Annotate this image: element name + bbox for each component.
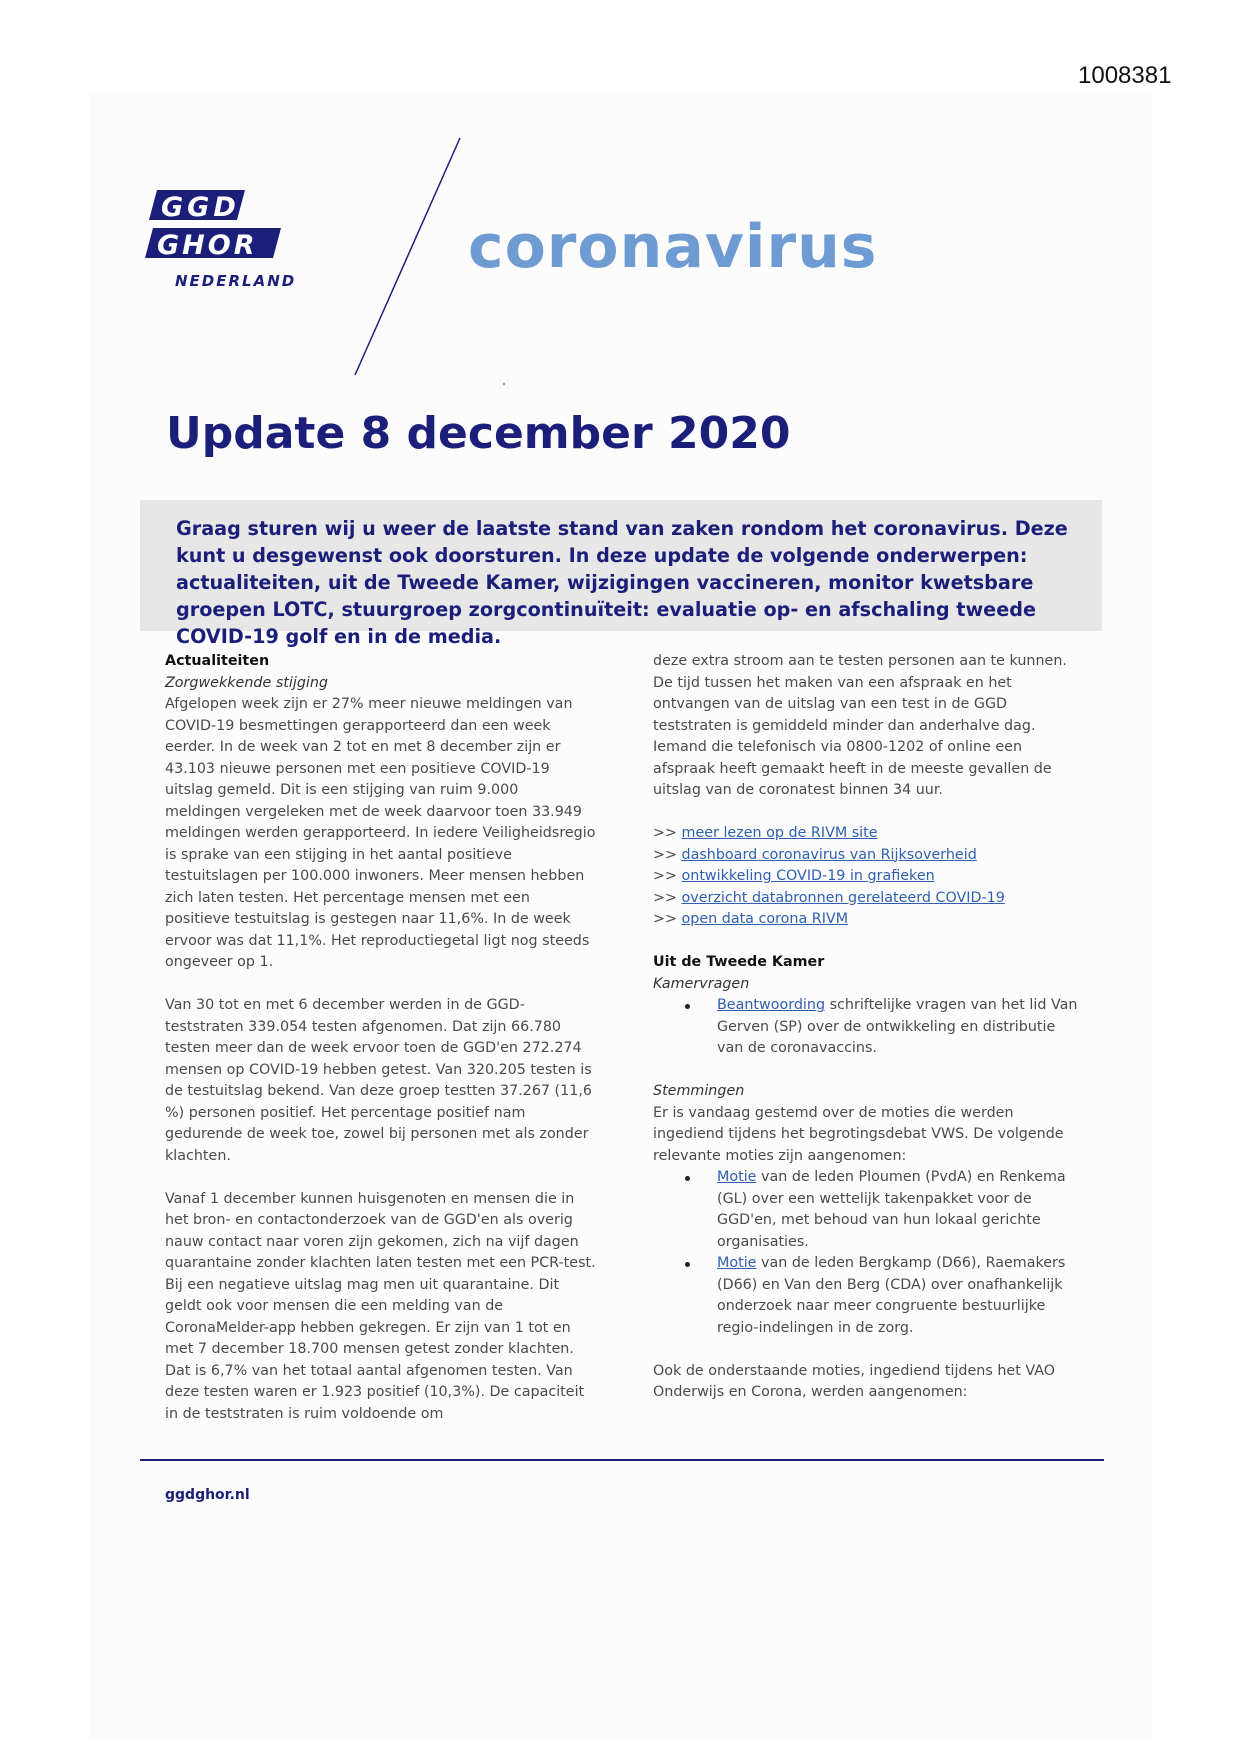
topic-title: coronavirus (468, 212, 878, 282)
link-motie-ploumen[interactable]: Motie (717, 1169, 757, 1185)
subheading-stemmingen: Stemmingen (653, 1083, 745, 1099)
link-list (653, 823, 1083, 931)
dot-mark (503, 383, 505, 385)
left-column (165, 651, 597, 1425)
link-item: >> open data corona RIVM (653, 911, 849, 927)
moties-list (653, 1167, 1083, 1339)
link-item: >> ontwikkeling COVID-19 in grafieken (653, 868, 935, 884)
svg-text:GGD: GGD (161, 192, 240, 223)
paragraph: deze extra stroom aan te testen personen aan te kunnen. De tijd tussen het maken van een afspraak en het ontvangen van de uitslag van een test in de GGD teststraten is gemiddeld minder dan anderhalve dag. Iemand die telefonisch via 0800-1202 of online een afspraak heeft gemaakt heeft in de meeste gevallen de uitslag van de coronatest binnen 34 uur. (653, 653, 1067, 798)
link-databronnen[interactable]: overzicht databronnen gerelateerd COVID-19 (681, 889, 1005, 906)
kamervragen-list (653, 995, 1083, 1060)
section-heading-tweede-kamer: Uit de Tweede Kamer (653, 954, 825, 970)
link-item: >> meer lezen op de RIVM site (653, 825, 878, 841)
list-item: Motie van de leden Ploumen (PvdA) en Renkema (GL) over een wettelijk takenpakket voor de GGD'en, met behoud van hun lokaal gerichte organisaties. (717, 1167, 1083, 1253)
right-column (653, 651, 1083, 1404)
page-title: Update 8 december 2020 (166, 408, 791, 459)
link-open-data-rivm[interactable]: open data corona RIVM (681, 911, 849, 927)
paragraph: Er is vandaag gestemd over de moties die werden ingediend tijdens het begrotingsdebat VWS. De volgende relevante moties zijn aangenomen: (653, 1104, 1064, 1164)
link-rivm-site[interactable]: meer lezen op de RIVM site (681, 825, 878, 841)
paragraph: Vanaf 1 december kunnen huisgenoten en mensen die in het bron- en contactonderzoek van de GGD'en als overig nauw contact naar voren zijn gekomen, zich na vijf dagen quarantaine zonder klachten laten testen met een PCR-test. Bij een negatieve uitslag mag men uit quarantaine. Dit geldt ook voor mensen die een melding van de CoronaMelder-app hebben gekregen. Er zijn van 1 tot en met 7 december 18.700 mensen getest zonder klachten. Dat is 6,7% van het totaal aantal afgenomen testen. Van deze testen waren er 1.923 positief (10,3%). De capaciteit in de teststraten is ruim voldoende om (165, 1190, 596, 1422)
divider-slash (350, 135, 470, 380)
footer-divider (140, 1459, 1104, 1461)
intro-box (140, 500, 1102, 648)
subheading-zorgwekkende-stijging: Zorgwekkende stijging (165, 674, 328, 691)
link-motie-bergkamp[interactable]: Motie (717, 1255, 757, 1271)
link-item: >> dashboard coronavirus van Rijksoverheid (653, 846, 977, 863)
subheading-kamervragen: Kamervragen (653, 975, 750, 992)
link-dashboard-rijksoverheid[interactable]: dashboard coronavirus van Rijksoverheid (681, 846, 977, 863)
list-item: Beantwoording schriftelijke vragen van het lid Van Gerven (SP) over de ontwikkeling en distributie van de coronavaccins. (717, 995, 1083, 1060)
ggd-ghor-logo (145, 190, 345, 300)
paragraph: Afgelopen week zijn er 27% meer nieuwe meldingen van COVID-19 besmettingen gerapporteerd dan een week eerder. In de week van 2 tot en met 8 december zijn er 43.103 nieuwe personen met een positieve COVID-19 uitslag gemeld. Dit is een stijging van ruim 9.000 meldingen vergeleken met de week daarvoor toen 33.949 meldingen werden gerapporteerd. In iedere Veiligheidsregio is sprake van een stijging in het aantal positieve testuitslagen per 100.000 inwoners. Meer mensen hebben zich laten testen. Het percentage mensen met een positieve testuitslag is gestegen naar 11,6%. In de week ervoor was dat 11,1%. Het reproductiegetal ligt nog steeds ongeveer op 1. (165, 696, 596, 970)
paragraph: Ook de onderstaande moties, ingediend tijdens het VAO Onderwijs en Corona, werden aangenomen: (653, 1362, 1055, 1400)
link-grafieken[interactable]: ontwikkeling COVID-19 in grafieken (681, 868, 935, 884)
footer-url: ggdghor.nl (165, 1487, 250, 1503)
svg-text:NEDERLAND: NEDERLAND (175, 272, 297, 290)
link-item: >> overzicht databronnen gerelateerd COVID-19 (653, 889, 1005, 906)
section-heading-actualiteiten: Actualiteiten (165, 653, 270, 669)
list-item: Motie van de leden Bergkamp (D66), Raemakers (D66) en Van den Berg (CDA) over onafhankelijk onderzoek naar meer congruente bestuurlijke regio-indelingen in de zorg. (717, 1253, 1083, 1339)
document-id: 1008381 (1078, 62, 1172, 89)
svg-text:GHOR: GHOR (157, 230, 258, 261)
link-beantwoording[interactable]: Beantwoording (717, 997, 826, 1013)
paragraph: Van 30 tot en met 6 december werden in de GGD-teststraten 339.054 testen afgenomen. Dat zijn 66.780 testen meer dan de week ervoor toen de GGD'en 272.274 mensen op COVID-19 hebben getest. Van 320.205 testen is de testuitslag bekend. Van deze groep testten 37.267 (11,6 %) personen positief. Het percentage positief nam gedurende de week toe, zowel bij personen met als zonder klachten. (165, 997, 592, 1164)
intro-text: Graag sturen wij u weer de laatste stand van zaken rondom het coronavirus. Deze kunt u desgewenst ook doorsturen. In deze update de volgende onderwerpen: actualiteiten, uit de Tweede Kamer, wijzigingen vaccineren, monitor kwetsbare groepen LOTC, stuurgroep zorgcontinuïteit: evaluatie op- en afschaling tweede COVID-19 golf en in de media. (176, 517, 1068, 648)
